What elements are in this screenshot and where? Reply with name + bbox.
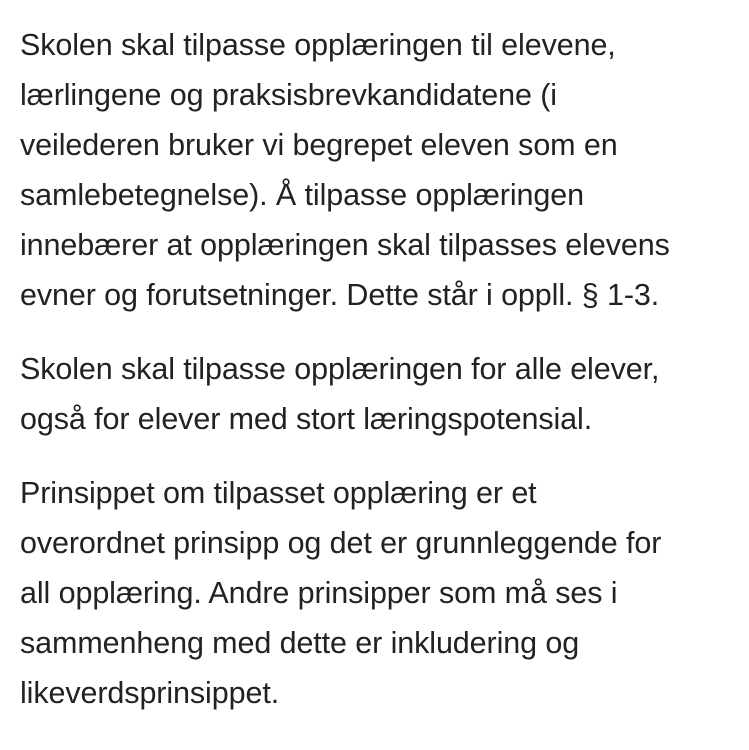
paragraph-prinsippet — [20, 468, 742, 718]
text-line: Skolen skal tilpasse opplæringen for alle elever, — [20, 352, 660, 386]
text-line: evner og forutsetninger. Dette står i oppll. § 1-3. — [20, 278, 660, 312]
text-line: veilederen bruker vi begrepet eleven som en — [20, 128, 618, 162]
text-line: lærlingene og praksisbrevkandidatene (i — [20, 78, 557, 112]
paragraph-alle-elever — [20, 344, 742, 444]
text-line: Prinsippet om tilpasset opplæring er et — [20, 476, 537, 510]
text-line: overordnet prinsipp og det er grunnleggende for — [20, 526, 662, 560]
text-line: all opplæring. Andre prinsipper som må ses i — [20, 576, 618, 610]
paragraph-tilpasse-opplaering — [20, 20, 742, 320]
text-line: også for elever med stort læringspotensial. — [20, 402, 593, 436]
text-line: likeverdsprinsippet. — [20, 676, 280, 710]
text-line: sammenheng med dette er inkludering og — [20, 626, 580, 660]
text-line: Skolen skal tilpasse opplæringen til elevene, — [20, 28, 616, 62]
document-body — [20, 20, 742, 742]
text-line: samlebetegnelse). Å tilpasse opplæringen — [20, 178, 584, 212]
text-line: innebærer at opplæringen skal tilpasses elevens — [20, 228, 670, 262]
